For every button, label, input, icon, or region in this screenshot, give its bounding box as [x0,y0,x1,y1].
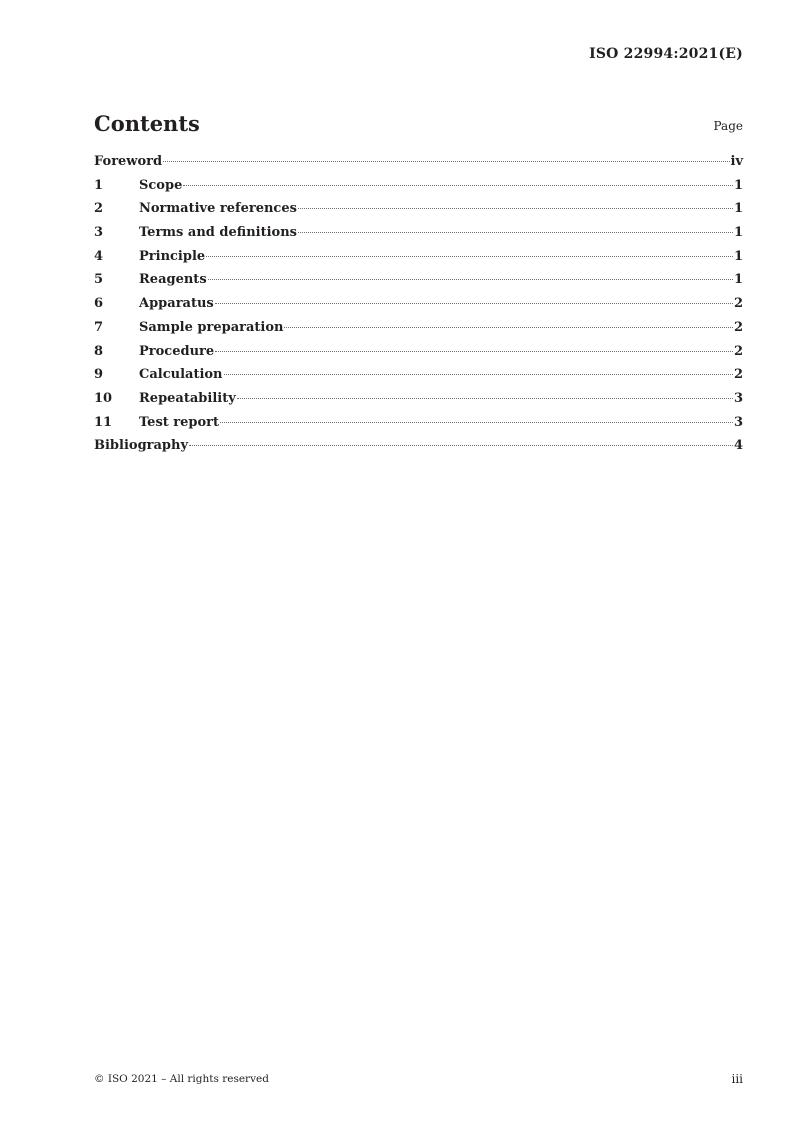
toc-entry-principle[interactable] [94,249,743,273]
document-id-header: ISO 22994:2021(E) [589,46,743,62]
page-column-label: Page [713,119,743,133]
toc-entry-page: 2 [733,367,743,383]
toc-entry-number: 9 [94,367,104,383]
toc-entry-number: 8 [94,343,104,359]
toc-entry-bibliography[interactable] [94,438,743,462]
toc-entry-page: 1 [733,248,743,264]
toc-entry-foreword[interactable] [94,154,743,178]
toc-dot-leader [237,398,733,399]
toc-entry-number: 2 [94,201,104,217]
toc-dot-leader [220,422,733,423]
toc-entry-number: 1 [94,177,104,193]
toc-entry-number: 5 [94,272,104,288]
toc-entry-calculation[interactable] [94,367,743,391]
toc-entry-title: Bibliography [94,438,189,454]
toc-dot-leader [215,303,733,304]
toc-entry-scope[interactable] [94,178,743,202]
toc-dot-leader [206,256,733,257]
toc-dot-leader [208,279,733,280]
toc-entry-title: Foreword [94,154,163,169]
toc-entry-title: Reagents [139,272,207,288]
contents-heading: Contents [94,111,200,136]
toc-entry-test-report[interactable] [94,415,743,439]
toc-entry-title: Normative references [139,201,297,217]
toc-dot-leader [183,185,733,186]
toc-dot-leader [224,374,733,375]
footer-page-number: iii [731,1072,743,1086]
toc-entry-page: 2 [733,319,743,335]
copyright-notice: © ISO 2021 – All rights reserved [94,1073,269,1085]
toc-entry-page: 4 [733,438,743,454]
toc-entry-title: Apparatus [139,296,214,312]
toc-dot-leader [298,208,733,209]
toc-entry-title: Principle [139,248,206,264]
toc-entry-page: 1 [733,201,743,217]
toc-entry-title: Sample preparation [139,319,284,335]
toc-entry-title: Terms and definitions [139,225,297,241]
toc-entry-reagents[interactable] [94,272,743,296]
toc-dot-leader [298,232,733,233]
toc-entry-page: iv [730,154,743,169]
toc-entry-page: 1 [733,177,743,193]
toc-entry-page: 3 [733,414,743,430]
toc-entry-title: Test report [139,414,220,430]
toc-entry-page: 1 [733,225,743,241]
toc-dot-leader [189,445,733,446]
toc-entry-page: 2 [733,296,743,312]
toc-entry-page: 1 [733,272,743,288]
toc-entry-number: 10 [94,390,113,406]
toc-entry-number: 4 [94,248,104,264]
toc-dot-leader [284,327,732,328]
toc-entry-repeatability[interactable] [94,391,743,415]
table-of-contents [94,154,743,462]
toc-entry-apparatus[interactable] [94,296,743,320]
toc-entry-sample-preparation[interactable] [94,320,743,344]
toc-entry-normative-references[interactable] [94,201,743,225]
toc-entry-number: 3 [94,225,104,241]
toc-entry-procedure[interactable] [94,344,743,368]
toc-entry-page: 3 [733,390,743,406]
toc-entry-title: Calculation [139,367,223,383]
toc-entry-title: Scope [139,177,183,193]
toc-entry-terms-and-definitions[interactable] [94,225,743,249]
toc-dot-leader [163,161,729,162]
toc-entry-title: Repeatability [139,390,236,406]
toc-entry-number: 7 [94,319,104,335]
toc-entry-number: 6 [94,296,104,312]
toc-entry-page: 2 [733,343,743,359]
toc-entry-title: Procedure [139,343,215,359]
toc-dot-leader [215,351,733,352]
toc-entry-number: 11 [94,414,113,430]
